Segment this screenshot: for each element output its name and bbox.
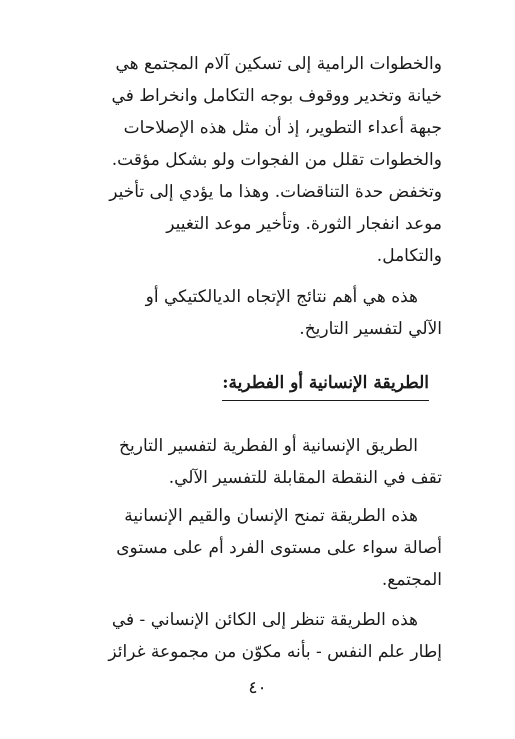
text-line: هذه الطريقة تمنح الإنسان والقيم الإنسانية <box>124 506 418 526</box>
text-line: خيانة وتخدير ووقوف بوجه التكامل وانخراط في <box>111 86 442 106</box>
paragraph <box>44 281 442 345</box>
text-line: وتخفض حدة التناقضات. وهذا ما يؤدي إلى تأخير <box>109 182 442 202</box>
text-line: المجتمع. <box>381 570 442 590</box>
text-line: الطريق الإنسانية أو الفطرية لتفسير التاريخ <box>119 436 418 456</box>
text-line: تقف في النقطة المقابلة للتفسير الآلي. <box>168 468 442 488</box>
text-line: جبهة أعداء التطوير، إذ أن مثل هذه الإصلاحات <box>123 118 442 138</box>
text-line: والخطوات تقلل من الفجوات ولو بشكل مؤقت. <box>111 150 442 170</box>
text-line: هذه الطريقة تنظر إلى الكائن الإنساني - في <box>111 610 418 630</box>
text-line: أصالة سواء على مستوى الفرد أم على مستوى <box>116 538 442 558</box>
paragraph <box>44 500 442 596</box>
page-number: ٤٠ <box>248 678 267 698</box>
text-line: والتكامل. <box>376 246 442 266</box>
section-heading: الطريقة الإنسانية أو الفطرية: <box>222 367 429 401</box>
text-line: والخطوات الرامية إلى تسكين آلام المجتمع هي <box>115 54 442 74</box>
text-line: إطار علم النفس - بأنه مكوّن من مجموعة غرائز <box>108 642 442 662</box>
paragraph <box>44 430 442 494</box>
paragraph <box>44 604 442 668</box>
text-line: الآلي لتفسير التاريخ. <box>299 319 442 339</box>
text-line: موعد انفجار الثورة. وتأخير موعد التغيير <box>166 214 442 234</box>
paragraph <box>44 48 442 272</box>
text-line: هذه هي أهم نتائج الإتجاه الديالكتيكي أو <box>145 287 418 307</box>
